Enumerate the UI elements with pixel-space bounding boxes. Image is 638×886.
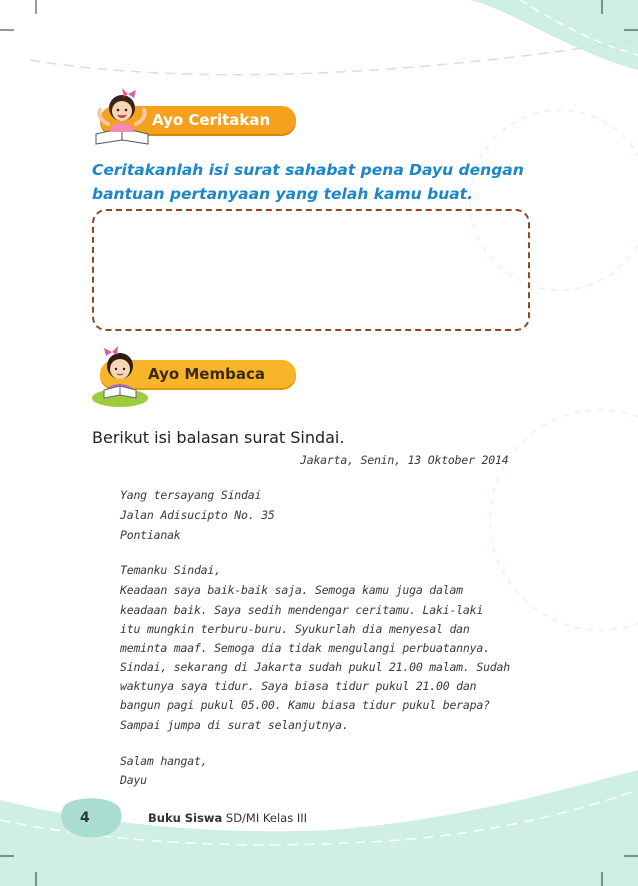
footer-book-title <box>148 811 307 825</box>
girl-reading-illustration-1 <box>92 84 152 150</box>
top-dashed-curve <box>30 40 638 75</box>
section-title: Ayo Ceritakan <box>152 111 271 129</box>
answer-box[interactable] <box>92 209 530 331</box>
letter-body-line: meminta maaf. Semoga dia tidak mengulangi perbuatannya. <box>120 641 490 655</box>
letter-address-line: Pontianak <box>120 528 181 542</box>
letter-signoff: Salam hangat, <box>120 754 208 768</box>
letter-body-line: waktunya saya tidur. Saya biasa tidur pukul 21.00 dan <box>120 679 477 693</box>
letter-greeting: Temanku Sindai, <box>120 563 221 577</box>
page-number-blob <box>61 798 121 837</box>
letter-address-line: Jalan Adisucipto No. 35 <box>120 508 275 522</box>
instruction-text: Ceritakanlah isi surat sahabat pena Dayu dengan bantuan pertanyaan yang telah kamu buat. <box>92 161 524 203</box>
footer-book-bold: Buku Siswa <box>148 811 223 825</box>
letter-body-line: itu mungkin terburu-buru. Syukurlah dia menyesal dan <box>120 622 470 636</box>
letter-date: Jakarta, Senin, 13 Oktober 2014 <box>300 453 509 467</box>
footer-book-rest: SD/MI Kelas III <box>222 811 308 825</box>
letter-body-line: bangun pagi pukul 05.00. Kamu biasa tidur pukul berapa? <box>120 698 490 712</box>
letter-signature: Dayu <box>120 773 147 787</box>
letter-body-line: Sindai, sekarang di Jakarta sudah pukul 21.00 malam. Sudah <box>120 660 510 674</box>
letter-body-line: keadaan baik. Saya sedih mendengar ceritamu. Laki-laki <box>120 603 484 617</box>
girl-reading-illustration-2 <box>90 340 152 410</box>
page-number: 4 <box>80 810 90 826</box>
letter-address-line: Yang tersayang Sindai <box>120 488 262 502</box>
letter-body-line: Keadaan saya baik-baik saja. Semoga kamu juga dalam <box>120 583 463 597</box>
section-title: Ayo Membaca <box>148 365 265 383</box>
intro-text: Berikut isi balasan surat Sindai. <box>92 428 345 447</box>
letter-closing-line: Sampai jumpa di surat selanjutnya. <box>120 718 349 732</box>
